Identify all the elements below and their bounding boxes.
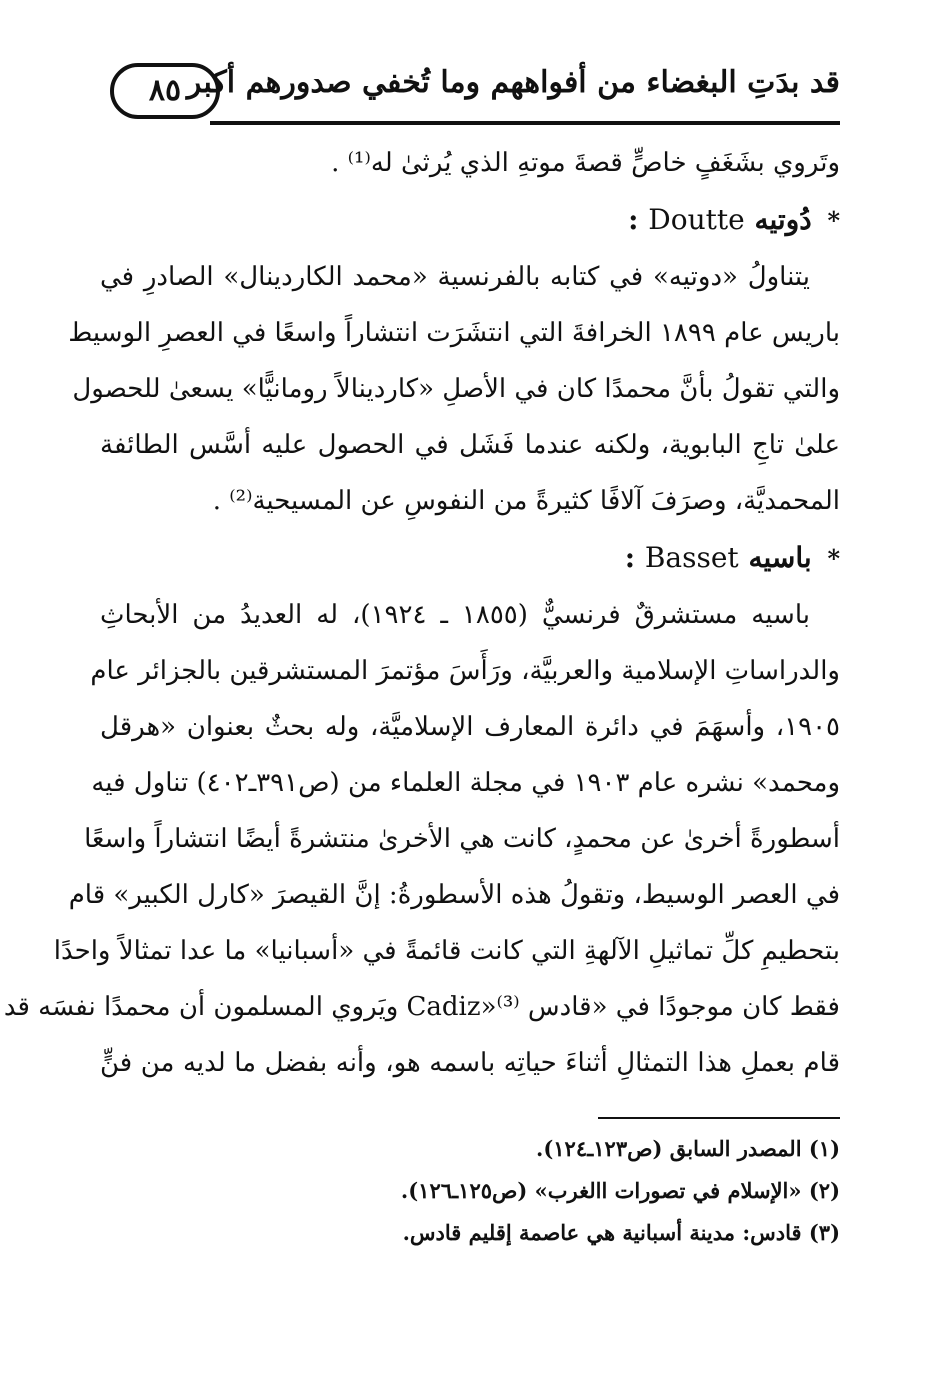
running-title: قد بدَتِ البغضاء من أفواههم وما تُخفي صدورهم أكبر bbox=[186, 65, 840, 100]
paragraph-line: في العصر الوسيط، وتقولُ هذه الأسطورةُ: إنَّ القيصرَ «كارل الكبير» قام bbox=[68, 880, 840, 910]
paragraph-line: والدراساتِ الإسلامية والعربيَّة، ورَأَسَ مؤتمرَ المستشرقين بالجزائر عام bbox=[90, 656, 840, 686]
header-rule bbox=[210, 121, 840, 125]
paragraph-line: بتحطيمِ كلِّ تماثيلِ الآلهةِ التي كانت قائمةً في «أسبانيا» ما عدا تمثالاً واحدًا bbox=[53, 936, 840, 966]
paragraph-line: فقط كان موجودًا في «قادس Cadiz»⁽³⁾ ويَروي المسلمون أن محمدًا نفسَه قد bbox=[3, 992, 840, 1022]
footnote-2: (٢) «الإسلام في تصورات االغرب» (ص١٢٥ـ١٢٦). bbox=[400, 1178, 840, 1203]
page-header bbox=[100, 55, 840, 130]
asterisk-icon: * bbox=[827, 544, 840, 573]
asterisk-icon: * bbox=[827, 206, 840, 235]
paragraph-line: قام بعملِ هذا التمثالِ أثناءَ حياتِه باسمه هو، وأنه بفضل ما لديه من فنٍّ bbox=[100, 1048, 840, 1078]
heading-arabic-name: باسيه bbox=[748, 541, 812, 574]
footnotes bbox=[100, 1128, 840, 1254]
paragraph-line: أسطورةً أخرىٰ عن محمدٍ، كانت هي الأخرىٰ منتشرةً أيضًا انتشاراً واسعًا bbox=[84, 824, 840, 854]
heading-colon: : bbox=[624, 541, 636, 574]
page-number-badge: ٨٥ bbox=[110, 63, 220, 119]
footnote-1: (١) المصدر السابق (ص١٢٣ـ١٢٤). bbox=[536, 1136, 840, 1161]
heading-latin-name: Doutte bbox=[648, 203, 745, 236]
section-heading-doutte bbox=[100, 191, 840, 249]
heading-latin-name: Basset bbox=[644, 541, 739, 574]
paragraph-line: ومحمد» نشره عام ١٩٠٣ في مجلة العلماء من (ص٣٩١ـ٤٠٢) تناول فيه bbox=[91, 768, 840, 798]
paragraph-line: باسيه مستشرقٌ فرنسيٌّ (١٨٥٥ ـ ١٩٢٤)، له العديدُ من الأبحاثِ bbox=[100, 600, 810, 630]
footnote-3: (٣) قادس: مدينة أسبانية هي عاصمة إقليم قادس. bbox=[402, 1220, 840, 1245]
footnote-separator bbox=[598, 1117, 840, 1119]
paragraph-line: علىٰ تاجِ البابوية، ولكنه عندما فَشَل في الحصول عليه أسَّس الطائفة bbox=[100, 430, 840, 460]
paragraph-line: ١٩٠٥، وأسهَمَ في دائرة المعارف الإسلاميَّة، وله بحثٌ بعنوان «هرقل bbox=[100, 712, 840, 742]
paragraph-line: يتناولُ «دوتيه» في كتابه بالفرنسية «محمد الكاردينال» الصادرِ في bbox=[100, 262, 810, 292]
paragraph-line: المحمديَّة، وصرَفَ آلافًا كثيرةً من النفوسِ عن المسيحية⁽²⁾ . bbox=[212, 486, 840, 516]
paragraph-line: باريس عام ١٨٩٩ الخرافةَ التي انتشَرَت انتشاراً واسعًا في العصرِ الوسيط bbox=[68, 318, 840, 348]
heading-arabic-name: دُوتيه bbox=[754, 203, 812, 236]
main-text bbox=[3, 135, 840, 1091]
section-heading-basset bbox=[100, 529, 840, 587]
intro-line: وتَروي بشَغَفٍ خاصٍّ قصةَ موتهِ الذي يُرثىٰ له⁽¹⁾ . bbox=[331, 148, 840, 178]
paragraph-line: والتي تقولُ بأنَّ محمدًا كان في الأصلِ «كاردينالاً رومانيًّا» يسعىٰ للحصول bbox=[72, 374, 840, 404]
heading-colon: : bbox=[628, 203, 639, 236]
